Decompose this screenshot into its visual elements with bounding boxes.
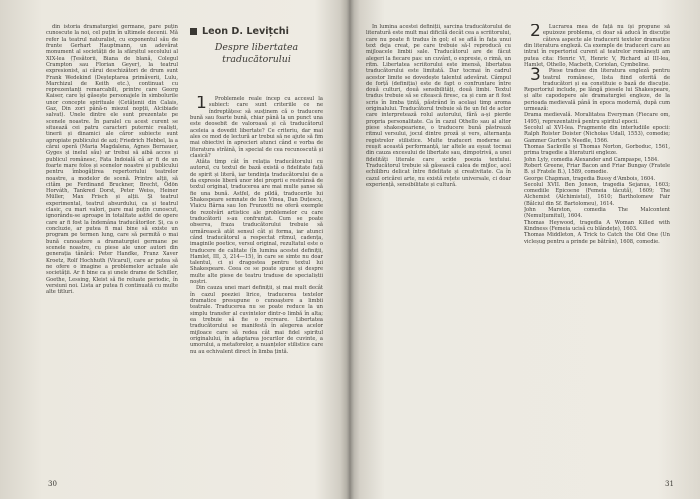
list-item: John Marston, comedia The Malcontent (Nemulțumitul), 1604. bbox=[524, 207, 670, 220]
list-item: Thomas Heywood, tragedia A Woman Killed with Kindness (Femeia ucisă cu blândețe), 1603. bbox=[524, 219, 670, 232]
page-number-left: 30 bbox=[48, 480, 57, 488]
dropcap-number-1: 1 bbox=[196, 96, 207, 113]
author-square-bullet-icon bbox=[190, 28, 197, 35]
list-item: Drama medievală. Moralitatea Everyman (Fiecare om, 1495), reprezentativă pentru spiritul epocii. bbox=[524, 112, 670, 125]
left-column-1-text: din istoria dramaturgiei germane, pare puțin cunoscute la noi, cel puțin în ultimele decenii. Mă refer la teatrul naturalist, cu exponentul său de frunte Gerhart Hauptmann, un adevărat monument al societății de la sfârșitul secolului al XIX-lea (Țesătorii, Biana de blană, Colegul Crampton sau Florian Geyer), la teatrul expresionist, ai cărui deschizători de drum sunt Frank Wedekind (Deșteptarea primăverii, Lulu, Marchizul de Keith etc.), continuat cu reprezentanți remarcabili, printre care Georg Kaiser, care își găsește personajele în simbolurile unor concepte spirituale (Cetățenii din Calais, Gaz, Din zori până-n miezul nopții, Alcibiade salvat). Unele dintre ele sunt prezentate pe scenele noastre. În paralel cu acest curent se situează cei patru caracteri puternic realiști, tinerii și dinamici ale căror subiecte sunt apropiate publicului de azi; Friedrich Hebbel, la a cărui operă (Maria Magdalena, Agnes Bernauer, Gyges și inelul său) ar trebui să aibă acces și publicul românesc, Fata Indoială că ar fi de un foarte mare folos și scenelor noastre și publicului pentru îmbogățirea repertoriului teatrelor noastre, a modelor de scenă. Printre alții, să cităm pe Ferdinand Bruckner, Brecht, Ödön Horváth, Tankred Dorst, Peter Weiss, Heiner Müller, Max Frisch și alții. Și teatrul experimental, teatrul absurdului, ca și teatrul clasic, cu mari valori, pare mai puțin cunoscut, ignorându-se aproape în totalitate astfel de opere care ar fi fost la îndemâna traducătorilor. Și, ca o concluzie, ar putea fi mai bine să existe un program pe termen lung, care să permită o mai bună cunoaștere a dramaturgiei germane pe scenele noastre, cu piese ale unor autori din generația tânără: Peter Handke, Franz Xaver Kroetz, Rolf Hochhuth (Vicarul), care ar putea să ne ofere o imagine a problemelor actuale ale societății. Ar fi bine ca și unele drame de Schiller, Goethe, Lessing, Kleist să fie reluate periodic, în versiuni noi. Lista ar putea fi continuată cu multe alte titluri. bbox=[46, 24, 178, 296]
right-column-2-item-3-text: Piese traduse din literatura engleză pentru teatrul românesc, lista fiind oferită de traducători și ea constituie o bază de discuție. Repertoriul include, pe lângă piesele lui Shakespeare, și alte capodopere ale dramaturgiei engleze, de la perioada medievală până în epoca modernă, după cum urmează: bbox=[524, 68, 670, 113]
list-item: George Chapman, tragedia Bussy d'Ambois, 1604. bbox=[524, 175, 656, 182]
list-item: Thomas Sackville și Thomas Norton, Gorboduc, 1561, prima tragedie a literaturii engleze. bbox=[524, 143, 670, 157]
right-column-2-item-2 bbox=[524, 24, 670, 68]
book-gutter-shadow bbox=[340, 0, 360, 499]
right-page-column-1 bbox=[366, 24, 511, 470]
list-item: Secolul al XVI-lea. Fragmente din interludiile epocii: Ralph Roister Doister (Nicholas Udall, 1553), comedie; Gammer Gurton's Needle, 1566. bbox=[524, 125, 670, 144]
dropcap-number-2: 2 bbox=[530, 24, 541, 41]
play-list bbox=[524, 112, 670, 245]
right-column-1-text: În lumina acestei definiții, sarcina traducătorului de literatură este mult mai dificilă decât cea a scriitorului, care nu poate fi tradus în gol; el se află în fața unui text deja creat, pe care trebuie să-l reproducă cu mijloacele limbii sale. Traducătorul are de făcut alegeri la fiecare pas: un cuvânt, o expresie, o rimă, un ritm. Libertatea scriitorului este imensă, libertatea traducătorului este limitată. Dar tocmai în cadrul acestor limite se dovedește talentul adevărat. Câmpul de forță (definiția) este de fapt o confruntare între două culturi, două sensibilități, două limbi. Textul tradus trebuie să se citească firesc, ca și cum ar fi fost scris în limba țintă, păstrând în același timp aroma originalului. Traducătorul trebuie să fie un fel de actor care interpretează rolul autorului, fără a-și pierde propria personalitate. Ca în cazul Othello sau al altor piese shakespeariene, o traducere bună păstrează ritmul versului, jocul dintre proză și vers, alternanța registrelor stilistice. Multe traduceri moderne au reușit această performanță, iar altele au eșuat tocmai din cauza excesului de libertate sau, dimpotrivă, a unei fidelități literale care ucide poezia textului. Traducătorul trebuie să găsească calea de mijloc, acel echilibru delicat între fidelitate și creativitate. Ca în cazul oricărei arte, nu există rețete universale, ci doar experiență, sensibilitate și cultură. bbox=[366, 24, 511, 188]
page-number-right: 31 bbox=[665, 480, 674, 488]
article-title: Despre libertatea traducătorului bbox=[214, 42, 299, 65]
left-page-column-1 bbox=[46, 24, 178, 470]
left-column-2-para-1-text: Problemele reale încep cu accesul la subiect: care sunt criteriile ce ne îndreptățesc să susținem că o traducere bună sau foarte bună, chiar până la un punct una este deosebit de valoroasă și că traducătorul aceleia a dovedit libertate? Ce criteriu, dar mai ales ce mod de lectură ar trebui să ne ajute să fim mai obiectivi în aprecieri atunci când e vorba de literatura străină, în special de cea recunoscută și clasică? bbox=[190, 96, 323, 159]
right-column-2-item-3 bbox=[524, 65, 670, 113]
right-page bbox=[350, 0, 700, 499]
list-item: John Lyly, comedia Alexander and Campaspe, 1584. bbox=[524, 156, 659, 163]
article-author bbox=[190, 26, 330, 37]
left-page-column-2 bbox=[190, 96, 323, 470]
left-page bbox=[0, 0, 349, 499]
right-page-column-2 bbox=[524, 24, 670, 470]
author-name: Leon D. Levițchi bbox=[202, 26, 289, 37]
dropcap-number-3: 3 bbox=[530, 65, 541, 86]
list-item: Secolul XVII. Ben Jonson, tragedia Sejanus, 1603; comediile Epicoene (Femeia tăcută), 1609; The Alchemist (Alchimistul), 1610; Bartholomew Fair (Bâlciul din Sf. Bartolomeu), 1614. bbox=[524, 181, 670, 207]
list-item: Robert Greene, Friar Bacon and Friar Bungay (Fratele B. și Fratele B.), 1589, comedie. bbox=[524, 162, 670, 176]
left-column-2-para-3: Din cauza unei mari definiții, și mai mult decât în cazul poeziei lirice, traducerea textelor dramatice presupune o cunoaștere a limbii teatrale. Traducerea nu se poate reduce la un simplu transfer al cuvintelor dintr-o limbă în alta; ea trebuie să fie o recreare. Libertatea traducătorului se manifestă în alegerea acelor mijloace care să redea cât mai fidel spiritul originalului, în adaptarea jocurilor de cuvinte, a umorului, a metaforelor, a nuanțelor stilistice care nu au echivalent direct în limba țintă. bbox=[190, 285, 323, 355]
left-column-2-para-2: Atâta timp cât în relația traducătorului cu autorul, cu textul de bază există o fidelitate față de spirit și literă, iar tendința traducătorului de a da expresie liberă unor idei proprii e restrânsă de textul original, traducerea are mai multe șanse să fie una bună. Astfel, de pildă, traducerile lui Shakespeare semnate de Ion Vinea, Dan Duțescu, Vlaicu Bârna sau Ion Frunzetti ne oferă exemple de rezolvări artistice ale problemelor cu care traducătorii s-au confruntat. Cum se poate observa, fraza traducătorului trebuie să urmărească atât sensul cât și forma, iar atunci când traducătorul a respectat ritmul, cadența, imaginile poetice, versul original, rezultatul este o traducere de calitate (în lumina acestei definiții, Hamlet, III, 3, 214—15), în care se simte nu doar talentul, ci și dragostea pentru textul lui Shakespeare. Ceea ce se poate spune și despre multe alte piese de teatru traduse de specialiștii noștri. bbox=[190, 159, 323, 286]
left-column-2-para-1 bbox=[190, 96, 323, 159]
right-column-2-item-2-text: Lucrarea mea de față nu își propune să epuizeze problema, ci doar să aducă în discuție câteva aspecte ale traducerii textelor dramatice din literatura engleză. Ca exemple de traduceri care au intrat în repertoriul curent al teatrelor românești am putea cita: Henric VI, Henric V, Richard al III-lea, Hamlet, Othello, Macbeth, Coriolan, Cymbeline. bbox=[524, 24, 670, 68]
list-item: Thomas Middleton, A Trick to Catch the Old One (Un vicleșug pentru a prinde pe bătrân), 1608, comedie. bbox=[524, 232, 670, 245]
